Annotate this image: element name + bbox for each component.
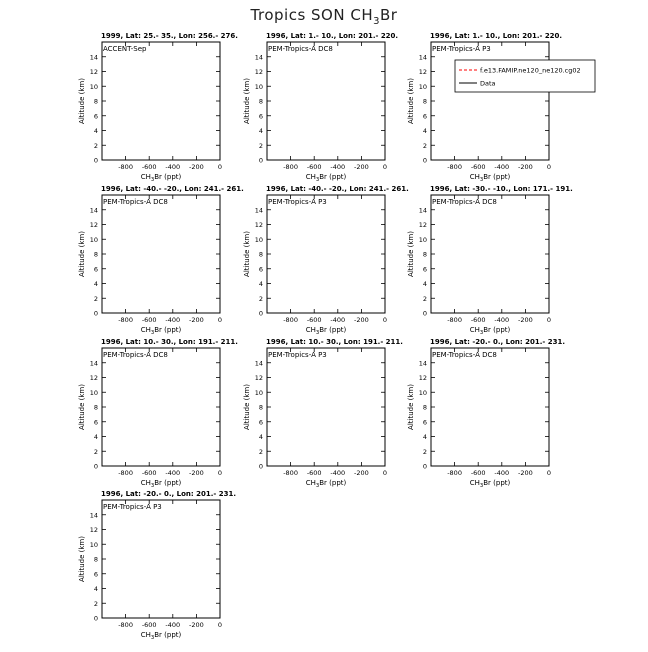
legend-box	[455, 60, 595, 92]
y-tick-label: 2	[93, 447, 98, 456]
y-tick-label: 8	[422, 403, 427, 412]
x-tick-label: -600	[306, 469, 322, 477]
x-axis-label: $CH_3Br$ (ppt)	[140, 173, 182, 183]
y-tick-label: 14	[418, 359, 427, 368]
y-tick-label: 0	[422, 156, 427, 165]
x-tick-label: -400	[165, 163, 181, 171]
x-tick-label: -800	[447, 316, 462, 324]
legend-entry-label: Data	[480, 79, 496, 88]
x-tick-label: 0	[546, 163, 552, 171]
y-tick-label: 10	[89, 540, 98, 549]
y-tick-label: 2	[93, 294, 98, 303]
y-tick-label: 12	[418, 374, 427, 382]
y-tick-label: 2	[258, 447, 263, 456]
x-tick-label: -400	[494, 163, 510, 171]
x-tick-label: -400	[494, 469, 510, 477]
y-tick-label: 4	[93, 280, 98, 288]
x-axis-label: $CH_3Br$ (ppt)	[305, 326, 347, 336]
x-tick-label: -400	[165, 621, 181, 629]
panel-title: 1996, Lat: -40.- -20., Lon: 241.- 261.	[266, 185, 409, 193]
y-tick-label: 4	[93, 433, 98, 441]
chart-panel	[78, 338, 238, 489]
x-tick-label: -800	[447, 469, 462, 477]
y-tick-label: 10	[418, 82, 427, 91]
y-tick-label: 6	[422, 112, 427, 121]
y-tick-label: 12	[418, 68, 427, 76]
y-tick-label: 4	[258, 127, 263, 135]
page-title-subscript: 3	[373, 16, 380, 27]
y-tick-label: 8	[258, 97, 263, 106]
y-tick-label: 8	[258, 403, 263, 412]
x-tick-label: -600	[141, 316, 157, 324]
panel-title: 1996, Lat: 1.- 10., Lon: 201.- 220.	[266, 32, 399, 40]
y-axis-label: Altitude (km)	[407, 384, 415, 430]
y-tick-label: 12	[254, 68, 263, 76]
y-tick-label: 8	[422, 97, 427, 106]
panel-title: 1999, Lat: 25.- 35., Lon: 256.- 276.	[101, 32, 238, 40]
x-tick-label: -200	[354, 163, 369, 171]
y-axis-label: Altitude (km)	[78, 231, 86, 277]
y-tick-label: 14	[89, 511, 98, 520]
x-tick-label: -800	[283, 163, 298, 171]
chart-panel	[243, 32, 398, 183]
plot-frame	[102, 500, 220, 618]
y-tick-label: 0	[258, 462, 263, 471]
y-tick-label: 6	[93, 418, 98, 427]
page-title-suffix: Br	[379, 6, 398, 24]
x-axis-label: $CH_3Br$ (ppt)	[140, 631, 182, 641]
panel-title: 1996, Lat: 10.- 30., Lon: 191.- 211.	[101, 338, 238, 346]
y-tick-label: 2	[93, 141, 98, 150]
y-tick-label: 4	[93, 585, 98, 593]
x-tick-label: -600	[306, 163, 322, 171]
x-tick-label: -600	[141, 621, 157, 629]
x-tick-label: -600	[470, 469, 486, 477]
panel-title: 1996, Lat: 1.- 10., Lon: 201.- 220.	[430, 32, 563, 40]
panel-title: 1996, Lat: 10.- 30., Lon: 191.- 211.	[266, 338, 403, 346]
y-axis-label: Altitude (km)	[78, 78, 86, 124]
plot-frame	[267, 195, 385, 313]
y-tick-label: 4	[422, 280, 427, 288]
x-tick-label: 0	[217, 316, 223, 324]
y-tick-label: 14	[89, 206, 98, 215]
chart-panel	[407, 185, 573, 336]
y-tick-label: 10	[418, 388, 427, 397]
campaign-label: PEM-Tropics-A DC8	[268, 45, 333, 53]
x-tick-label: -200	[189, 469, 204, 477]
plot-frame	[267, 42, 385, 160]
x-tick-label: -200	[189, 316, 204, 324]
y-tick-label: 4	[93, 127, 98, 135]
x-axis-label: $CH_3Br$ (ppt)	[469, 173, 511, 183]
x-axis-label: $CH_3Br$ (ppt)	[305, 173, 347, 183]
y-axis-label: Altitude (km)	[243, 231, 251, 277]
x-tick-label: -200	[189, 163, 204, 171]
y-tick-label: 6	[93, 570, 98, 579]
y-tick-label: 10	[254, 82, 263, 91]
y-tick-label: 2	[258, 294, 263, 303]
y-axis-label: Altitude (km)	[243, 78, 251, 124]
page-title	[0, 6, 648, 27]
y-axis-label: Altitude (km)	[407, 78, 415, 124]
x-tick-label: -600	[141, 469, 157, 477]
x-axis-label: $CH_3Br$ (ppt)	[305, 479, 347, 489]
y-tick-label: 6	[258, 112, 263, 121]
chart-panel	[407, 338, 565, 489]
y-tick-label: 0	[93, 156, 98, 165]
y-tick-label: 8	[258, 250, 263, 259]
y-tick-label: 14	[254, 53, 263, 62]
y-tick-label: 2	[422, 447, 427, 456]
y-axis-label: Altitude (km)	[78, 384, 86, 430]
plot-frame	[102, 42, 220, 160]
x-tick-label: -800	[447, 163, 462, 171]
campaign-label: PEM-Tropics-A DC8	[103, 198, 168, 206]
y-tick-label: 0	[93, 309, 98, 318]
y-tick-label: 8	[93, 97, 98, 106]
x-tick-label: -800	[118, 316, 133, 324]
x-tick-label: -400	[165, 316, 181, 324]
y-tick-label: 0	[422, 309, 427, 318]
campaign-label: PEM-Tropics-A P3	[103, 503, 162, 511]
x-tick-label: -400	[330, 469, 346, 477]
y-tick-label: 12	[89, 68, 98, 76]
y-tick-label: 4	[422, 433, 427, 441]
x-tick-label: 0	[217, 163, 223, 171]
x-tick-label: -800	[118, 163, 133, 171]
x-tick-label: -600	[470, 163, 486, 171]
campaign-label: PEM-Tropics-A P3	[268, 351, 327, 359]
y-tick-label: 10	[89, 388, 98, 397]
y-tick-label: 12	[254, 374, 263, 382]
y-tick-label: 6	[258, 265, 263, 274]
x-tick-label: -200	[354, 316, 369, 324]
x-tick-label: 0	[382, 469, 388, 477]
campaign-label: ACCENT-Sep	[103, 45, 147, 53]
y-tick-label: 14	[418, 53, 427, 62]
x-tick-label: -800	[118, 469, 133, 477]
x-tick-label: -400	[165, 469, 181, 477]
y-tick-label: 10	[254, 235, 263, 244]
x-tick-label: -600	[141, 163, 157, 171]
panel-title: 1996, Lat: -40.- -20., Lon: 241.- 261.	[101, 185, 244, 193]
y-tick-label: 0	[422, 462, 427, 471]
x-tick-label: 0	[382, 316, 388, 324]
y-tick-label: 8	[422, 250, 427, 259]
x-tick-label: -200	[354, 469, 369, 477]
x-tick-label: -200	[518, 163, 533, 171]
y-tick-label: 12	[89, 374, 98, 382]
y-tick-label: 2	[422, 141, 427, 150]
x-tick-label: -200	[189, 621, 204, 629]
panel-title: 1996, Lat: -20.- 0., Lon: 201.- 231.	[101, 490, 236, 498]
chart-panel	[243, 338, 403, 489]
x-tick-label: -600	[470, 316, 486, 324]
y-tick-label: 14	[89, 53, 98, 62]
y-tick-label: 6	[93, 265, 98, 274]
x-tick-label: 0	[546, 469, 552, 477]
y-tick-label: 6	[93, 112, 98, 121]
x-tick-label: -200	[518, 469, 533, 477]
plot-frame	[431, 348, 549, 466]
chart-panel	[407, 32, 595, 183]
y-tick-label: 4	[258, 280, 263, 288]
y-tick-label: 8	[93, 250, 98, 259]
y-tick-label: 2	[422, 294, 427, 303]
page-title-prefix: Tropics SON CH	[250, 6, 374, 24]
x-tick-label: 0	[382, 163, 388, 171]
y-tick-label: 12	[418, 221, 427, 229]
y-tick-label: 4	[422, 127, 427, 135]
x-tick-label: -600	[306, 316, 322, 324]
y-tick-label: 10	[254, 388, 263, 397]
y-tick-label: 14	[89, 359, 98, 368]
y-tick-label: 2	[258, 141, 263, 150]
panel-title: 1996, Lat: -30.- -10., Lon: 171.- 191.	[430, 185, 573, 193]
y-tick-label: 6	[258, 418, 263, 427]
y-axis-label: Altitude (km)	[243, 384, 251, 430]
chart-panel	[78, 185, 244, 336]
y-tick-label: 8	[93, 555, 98, 564]
x-axis-label: $CH_3Br$ (ppt)	[140, 326, 182, 336]
y-tick-label: 14	[254, 206, 263, 215]
x-axis-label: $CH_3Br$ (ppt)	[469, 479, 511, 489]
y-tick-label: 14	[418, 206, 427, 215]
campaign-label: PEM-Tropics-A P3	[268, 198, 327, 206]
chart-panel	[243, 185, 409, 336]
y-tick-label: 6	[422, 418, 427, 427]
y-tick-label: 10	[89, 82, 98, 91]
x-tick-label: -200	[518, 316, 533, 324]
plot-frame	[102, 195, 220, 313]
chart-panel	[78, 490, 236, 641]
panel-title: 1996, Lat: -20.- 0., Lon: 201.- 231.	[430, 338, 565, 346]
y-tick-label: 10	[89, 235, 98, 244]
y-tick-label: 2	[93, 599, 98, 608]
x-tick-label: 0	[217, 621, 223, 629]
legend-entry-label: f.e13.FAMIP.ne120_ne120.cg02	[480, 66, 581, 75]
x-tick-label: 0	[546, 316, 552, 324]
y-axis-label: Altitude (km)	[78, 536, 86, 582]
y-tick-label: 12	[89, 221, 98, 229]
x-tick-label: -400	[330, 163, 346, 171]
chart-panel	[78, 32, 238, 183]
x-tick-label: -400	[330, 316, 346, 324]
y-tick-label: 0	[93, 614, 98, 623]
y-tick-label: 6	[422, 265, 427, 274]
campaign-label: PEM-Tropics-A DC8	[103, 351, 168, 359]
x-tick-label: -800	[283, 469, 298, 477]
y-tick-label: 12	[89, 526, 98, 534]
y-tick-label: 0	[258, 156, 263, 165]
y-tick-label: 12	[254, 221, 263, 229]
x-axis-label: $CH_3Br$ (ppt)	[469, 326, 511, 336]
x-tick-label: -400	[494, 316, 510, 324]
y-tick-label: 0	[258, 309, 263, 318]
y-tick-label: 8	[93, 403, 98, 412]
campaign-label: PEM-Tropics-A DC8	[432, 351, 497, 359]
y-tick-label: 14	[254, 359, 263, 368]
x-tick-label: -800	[283, 316, 298, 324]
y-axis-label: Altitude (km)	[407, 231, 415, 277]
plot-frame	[267, 348, 385, 466]
x-axis-label: $CH_3Br$ (ppt)	[140, 479, 182, 489]
y-tick-label: 0	[93, 462, 98, 471]
y-tick-label: 10	[418, 235, 427, 244]
campaign-label: PEM-Tropics-A DC8	[432, 198, 497, 206]
plot-frame	[431, 195, 549, 313]
x-tick-label: -800	[118, 621, 133, 629]
x-tick-label: 0	[217, 469, 223, 477]
plot-frame	[102, 348, 220, 466]
campaign-label: PEM-Tropics-A P3	[432, 45, 491, 53]
y-tick-label: 4	[258, 433, 263, 441]
